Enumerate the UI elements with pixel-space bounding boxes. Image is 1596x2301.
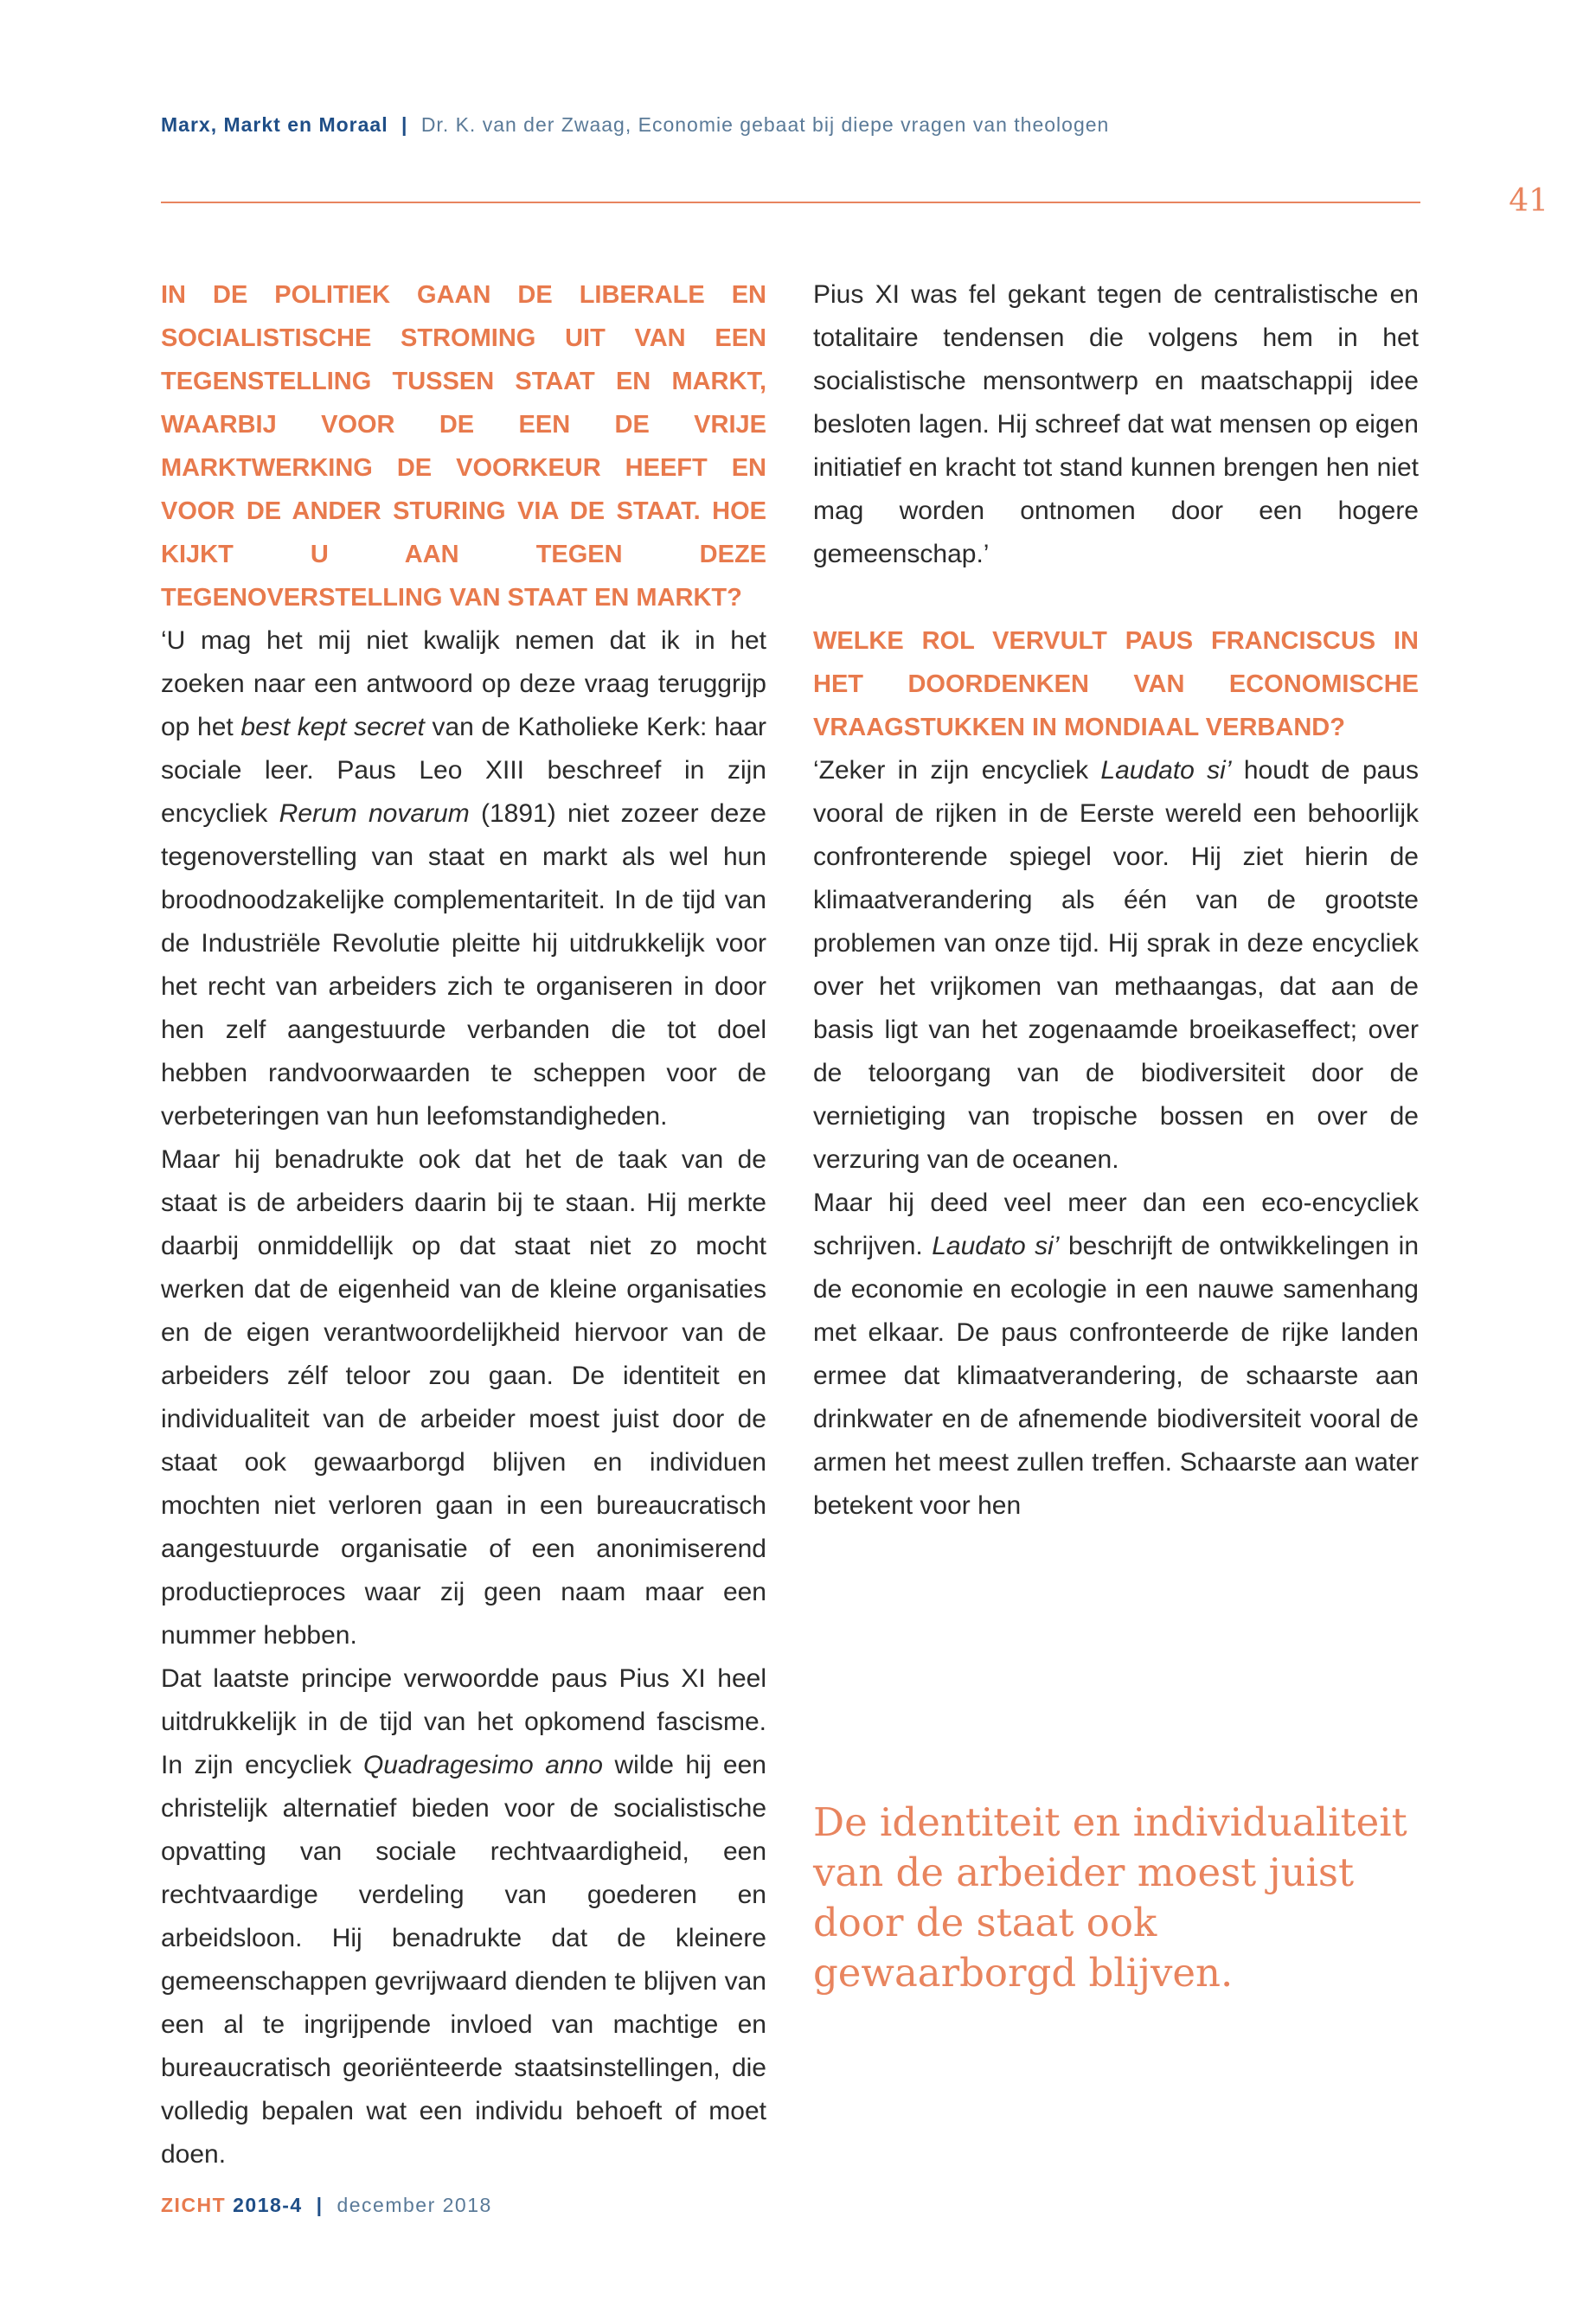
footer-separator: | bbox=[316, 2194, 324, 2216]
issue-number: 2018-4 bbox=[233, 2194, 303, 2216]
paragraph-2: Maar hij benadrukte ook dat het de taak van de staat is de arbeiders daarin bij te staan. Hij merkte daarbij onmiddellijk op dat staat niet zo mocht werken dat de eigenheid van de kleine organisaties en de eigen verantwoordelijkheid hiervoor van de arbeiders zélf teloor zou gaan. De identiteit en individualiteit van de arbeider moest juist door de staat ook gewaarborgd blijven en individuen mochten niet verloren gaan in een bureaucratisch aangestuurde organisatie of een anonimiserend productieproces waar zij geen naam maar een nummer hebben. bbox=[161, 1145, 766, 1650]
magazine-name: ZICHT bbox=[161, 2194, 227, 2216]
article-subtitle: Dr. K. van der Zwaag, Economie gebaat bij diepe vragen van theologen bbox=[420, 113, 1110, 136]
header-separator: | bbox=[401, 113, 408, 136]
publication-title: Marx, Markt en Moraal bbox=[161, 113, 388, 136]
header-rule bbox=[161, 202, 1420, 203]
column-right bbox=[813, 273, 1419, 1528]
page-footer bbox=[161, 2194, 492, 2217]
interview-question-2: WELKE ROL VERVULT PAUS FRANCISCUS IN HET DOORDENKEN VAN ECONOMISCHE VRAAGSTUKKEN IN MONDIAAL VERBAND? bbox=[813, 627, 1419, 741]
paragraph-1: ‘U mag het mij niet kwalijk nemen dat ik in het zoeken naar een antwoord op deze vraag teruggrijp op het best kept secret van de Katholieke Kerk: haar sociale leer. Paus Leo XIII beschreef in zijn encycliek Rerum novarum (1891) niet zozeer deze tegenoverstelling van staat en markt als wel hun broodnoodzakelijke complementariteit. In de tijd van de Industriële Revolutie pleitte hij uitdrukkelijk voor het recht van arbeiders zich te organiseren in door hen zelf aangestuurde verbanden die tot doel hebben randvoorwaarden te scheppen voor de verbeteringen van hun leefomstandigheden. bbox=[161, 626, 766, 1131]
running-header bbox=[161, 113, 1415, 137]
interview-question-1: IN DE POLITIEK GAAN DE LIBERALE EN SOCIALISTISCHE STROMING UIT VAN EEN TEGENSTELLING TUSSEN STAAT EN MARKT, WAARBIJ VOOR DE EEN DE VRIJE MARKTWERKING DE VOORKEUR HEEFT EN VOOR DE ANDER STURING VIA DE STAAT. HOE KIJKT U AAN TEGEN DEZE TEGENOVERSTELLING VAN STAAT EN MARKT? bbox=[161, 281, 766, 612]
column-left bbox=[161, 273, 766, 2176]
page-number: 41 bbox=[1509, 183, 1548, 219]
paragraph-4: Pius XI was fel gekant tegen de centralistische en totalitaire tendensen die volgens hem in het socialistische mensontwerp en maatschappij idee besloten lagen. Hij schreef dat wat mensen op eigen initiatief en kracht tot stand kunnen brengen hen niet mag worden ontnomen door een hogere gemeenschap.’ bbox=[813, 280, 1419, 568]
pull-quote: De identiteit en individualiteit van de arbeider moest juist door de staat ook gewaarborgd blijven. bbox=[813, 1799, 1407, 1996]
paragraph-5: ‘Zeker in zijn encycliek Laudato si’ houdt de paus vooral de rijken in de Eerste wereld een behoorlijk confronterende spiegel voor. Hij ziet hierin de klimaatverandering als één van de grootste problemen van onze tijd. Hij sprak in deze encycliek over het vrijkomen van methaangas, dat aan de basis ligt van het zogenaamde broeikaseffect; over de teloorgang van de biodiversiteit door de vernietiging van tropische bossen en over de verzuring van de oceanen. bbox=[813, 756, 1419, 1174]
paragraph-6: Maar hij deed veel meer dan een eco-encycliek schrijven. Laudato si’ beschrijft de ontwikkelingen in de economie en ecologie in een nauwe samenhang met elkaar. De paus confronteerde de rijke landen ermee dat klimaatverandering, de schaarste aan drinkwater en de afnemende biodiversiteit vooral de armen het meest zullen treffen. Schaarste aan water betekent voor hen bbox=[813, 1189, 1420, 1520]
paragraph-3: Dat laatste principe verwoordde paus Pius XI heel uitdrukkelijk in de tijd van het opkomend fascisme. In zijn encycliek Quadragesimo anno wilde hij een christelijk alternatief bieden voor de socialistische opvatting van sociale rechtvaardigheid, een rechtvaardige verdeling van goederen en arbeidsloon. Hij benadrukte dat de kleinere gemeenschappen gevrijwaard dienden te blijven van een al te ingrijpende invloed van machtige en bureaucratisch georiënteerde staatsinstellingen, die volledig bepalen wat een individu behoeft of moet doen. bbox=[161, 1664, 766, 2169]
issue-date: december 2018 bbox=[337, 2194, 492, 2216]
